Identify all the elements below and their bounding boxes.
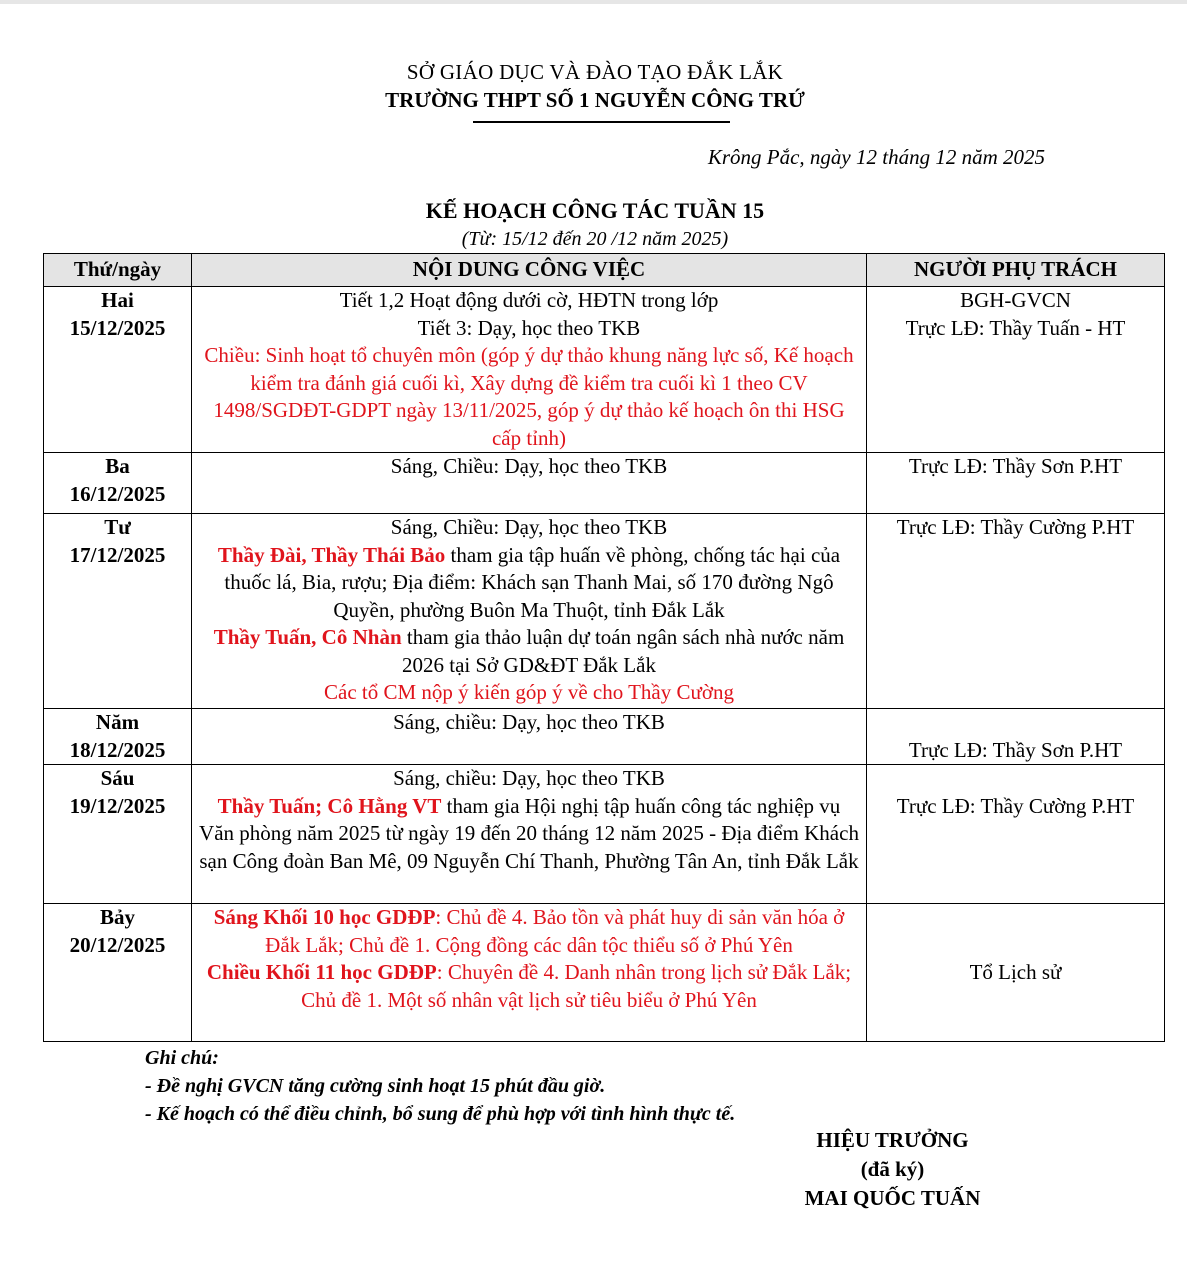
day-name: Ba <box>105 454 130 478</box>
table-row <box>44 904 1165 1042</box>
table-header-row <box>44 254 1165 287</box>
participant-names: Thầy Đài, Thầy Thái Bảo <box>217 542 446 567</box>
signature-status: (đã ký) <box>860 1157 925 1181</box>
table-row <box>44 765 1165 904</box>
content-line: Sáng, chiều: Dạy, học theo TKB <box>393 710 665 734</box>
column-header-content: NỘI DUNG CÔNG VIỆC <box>192 254 867 287</box>
owner-line: Trực LĐ: Thầy Sơn P.HT <box>908 737 1123 762</box>
content-line: Tiết 3: Dạy, học theo TKB <box>417 315 641 340</box>
participant-text: tham gia tập huấn về phòng, chống tác hại của thuốc lá, Bia, rượu; Địa điểm: Khách sạn Thanh Mai, số 170 đường Ngô Quyền, phường Buôn Ma Thuột, tỉnh Đắk Lắk <box>224 542 841 622</box>
owner-line: Trực LĐ: Thầy Sơn P.HT <box>908 454 1123 478</box>
content-line <box>198 793 860 876</box>
signer-role: HIỆU TRƯỞNG <box>816 1128 969 1152</box>
session-label: Chiều Khối 11 học GDĐP <box>206 960 437 984</box>
participant-text: tham gia thảo luận dự toán ngân sách nhà nước năm 2026 tại Sở GD&ĐT Đắk Lắk <box>401 625 845 677</box>
content-line: Các tổ CM nộp ý kiến góp ý về cho Thầy Cường <box>324 680 734 704</box>
dateline: Krông Pắc, ngày 12 tháng 12 năm 2025 <box>707 145 1045 169</box>
content-cell <box>192 287 867 453</box>
day-date: 20/12/2025 <box>69 932 166 957</box>
participant-names: Thầy Tuấn; Cô Hằng VT <box>217 793 442 818</box>
table-row <box>44 514 1165 709</box>
day-date: 19/12/2025 <box>69 793 166 818</box>
content-cell <box>192 904 867 1042</box>
day-name: Năm <box>95 710 140 734</box>
note-item: - Đề nghị GVCN tăng cường sinh hoạt 15 phút đầu giờ. <box>145 1075 606 1097</box>
session-text: : Chuyên đề 4. Danh nhân trong lịch sử Đắk Lắk; Chủ đề 1. Một số nhân vật lịch sử tiêu biểu ở Phú Yên <box>301 960 852 1012</box>
content-cell <box>192 765 867 904</box>
page-title: KẾ HOẠCH CÔNG TÁC TUẦN 15 <box>425 198 765 223</box>
signer-name: MAI QUỐC TUẤN <box>804 1186 981 1210</box>
day-cell <box>44 904 192 1042</box>
day-cell <box>44 709 192 765</box>
owner-cell <box>867 904 1165 1042</box>
day-cell <box>44 287 192 453</box>
content-line <box>198 959 860 1014</box>
session-text: : Chủ đề 4. Bảo tồn và phát huy di sản văn hóa ở Đắk Lắk; Chủ đề 1. Cộng đồng các dân tộc thiểu số ở Phú Yên <box>265 905 845 957</box>
content-cell <box>192 709 867 765</box>
day-cell <box>44 765 192 904</box>
owner-line: Tổ Lịch sử <box>969 959 1062 984</box>
day-name: Sáu <box>100 766 135 790</box>
content-line: Sáng, chiều: Dạy, học theo TKB <box>393 766 665 790</box>
day-date: 18/12/2025 <box>69 737 166 762</box>
owner-cell <box>867 514 1165 709</box>
column-header-owner: NGƯỜI PHỤ TRÁCH <box>867 254 1165 287</box>
session-label: Sáng Khối 10 học GDĐP <box>213 905 436 929</box>
day-date: 15/12/2025 <box>69 315 166 340</box>
note-item: - Kế hoạch có thể điều chỉnh, bổ sung để phù hợp với tình hình thực tế. <box>145 1103 736 1125</box>
day-name: Tư <box>104 515 131 539</box>
column-header-day: Thứ/ngày <box>44 254 192 287</box>
owner-line: Trực LĐ: Thầy Cường P.HT <box>896 794 1135 818</box>
day-cell <box>44 514 192 709</box>
content-cell <box>192 514 867 709</box>
owner-cell <box>867 765 1165 904</box>
school-name: TRƯỜNG THPT SỐ 1 NGUYỄN CÔNG TRỨ <box>385 88 805 112</box>
content-line <box>198 904 860 959</box>
content-line: Tiết 1,2 Hoạt động dưới cờ, HĐTN trong lớp <box>339 288 719 312</box>
top-edge <box>0 0 1187 4</box>
content-line: Chiều: Sinh hoạt tổ chuyên môn (góp ý dự thảo khung năng lực số, Kế hoạch kiểm tra đánh giá cuối kì, Xây dựng đề kiểm tra cuối kì 1 theo CV 1498/SGDĐT-GDPT ngày 13/11/2025, góp ý dự thảo kế hoạch ôn thi HSG cấp tỉnh) <box>204 343 854 450</box>
work-plan-table <box>43 253 1165 1042</box>
day-date: 17/12/2025 <box>69 542 166 567</box>
day-date: 16/12/2025 <box>69 481 166 506</box>
header-rule <box>473 121 730 123</box>
page-subtitle: (Từ: 15/12 đến 20 /12 năm 2025) <box>461 228 729 250</box>
owner-line: Trực LĐ: Thầy Tuấn - HT <box>905 315 1126 340</box>
content-cell <box>192 453 867 514</box>
department-name: SỞ GIÁO DỤC VÀ ĐÀO TẠO ĐẮK LẮK <box>406 60 784 84</box>
participant-text: tham gia Hội nghị tập huấn công tác nghiệp vụ Văn phòng năm 2025 từ ngày 19 đến 20 tháng 12 năm 2025 - Địa điểm Khách sạn Công đoàn Ban Mê, 09 Nguyễn Chí Thanh, Phường Tân An, tỉnh Đắk Lắk <box>199 793 859 873</box>
table-row <box>44 453 1165 514</box>
table-row <box>44 709 1165 765</box>
content-line <box>198 542 860 625</box>
participant-names: Thầy Tuấn, Cô Nhàn <box>213 625 402 649</box>
owner-cell <box>867 453 1165 514</box>
notes-heading: Ghi chú: <box>145 1047 219 1069</box>
owner-cell <box>867 709 1165 765</box>
owner-line: Trực LĐ: Thầy Cường P.HT <box>896 515 1135 539</box>
day-name: Hai <box>101 288 134 312</box>
owner-cell <box>867 287 1165 453</box>
content-line: Sáng, Chiều: Dạy, học theo TKB <box>390 454 668 478</box>
table-row <box>44 287 1165 453</box>
notes-section <box>145 1044 735 1128</box>
content-line: Sáng, Chiều: Dạy, học theo TKB <box>390 515 668 539</box>
owner-line: BGH-GVCN <box>960 288 1071 312</box>
day-name: Bảy <box>99 905 135 929</box>
content-line <box>198 624 860 679</box>
signature-block <box>760 1126 1025 1213</box>
day-cell <box>44 453 192 514</box>
